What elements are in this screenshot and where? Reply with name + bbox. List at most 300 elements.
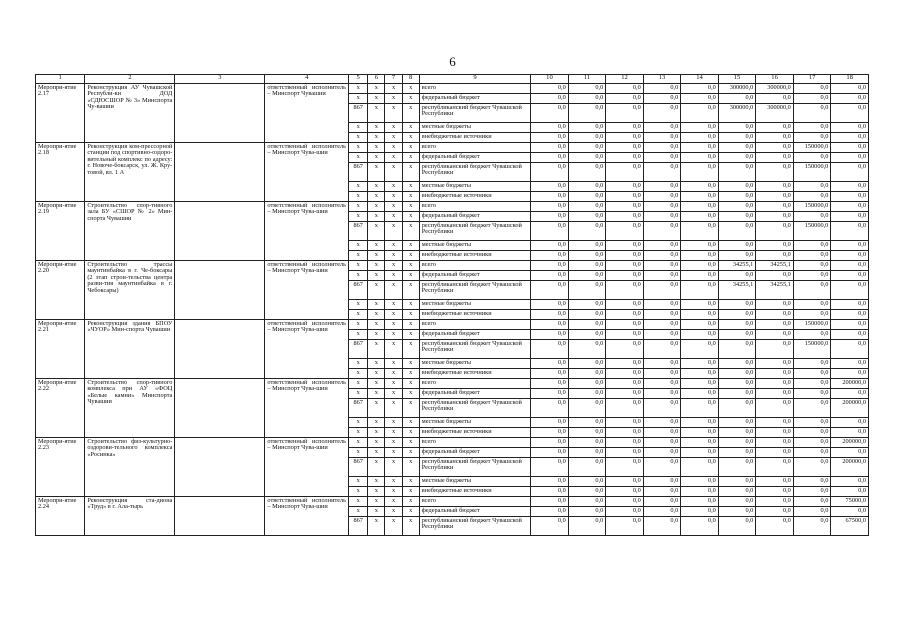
value-cell: 34255,1 (718, 261, 756, 271)
code-cell: х (368, 222, 385, 241)
value-cell: 0,0 (568, 84, 606, 94)
funding-source: республиканский бюджет Чувашской Республики (419, 163, 530, 182)
value-cell: 0,0 (831, 271, 869, 281)
table-row (36, 261, 869, 271)
funding-source: внебюджетные источники (419, 369, 530, 379)
code-cell: х (349, 507, 368, 517)
value-cell: 0,0 (606, 281, 644, 300)
value-cell: 0,0 (756, 379, 794, 389)
value-cell: 0,0 (793, 497, 831, 507)
value-cell: 0,0 (831, 163, 869, 182)
value-cell: 0,0 (718, 300, 756, 310)
value-cell: 0,0 (756, 438, 794, 448)
value-cell: 0,0 (831, 104, 869, 123)
value-cell: 0,0 (793, 261, 831, 271)
value-cell: 0,0 (831, 418, 869, 428)
value-cell: 0,0 (718, 212, 756, 222)
code-cell: х (349, 418, 368, 428)
value-cell: 0,0 (681, 241, 719, 251)
value-cell: 0,0 (681, 330, 719, 340)
value-cell: 0,0 (681, 163, 719, 182)
value-cell: 0,0 (568, 389, 606, 399)
measure-executor: ответственный исполнитель – Минспорт Чува-шии (265, 143, 349, 202)
value-cell: 0,0 (643, 477, 681, 487)
value-cell: 0,0 (606, 389, 644, 399)
code-cell: х (349, 143, 368, 153)
value-cell: 0,0 (531, 84, 569, 94)
value-cell: 0,0 (606, 359, 644, 369)
value-cell: 0,0 (793, 438, 831, 448)
code-cell: х (368, 438, 385, 448)
value-cell: 0,0 (681, 281, 719, 300)
funding-source: местные бюджеты (419, 182, 530, 192)
measure-executor: ответственный исполнитель – Минспорт Чувашии (265, 84, 349, 143)
code-cell: х (402, 330, 419, 340)
measure-name: Строительство трассы маунтинбайка в г. Че-боксары (2 этап строи-тельства центра разви-тия маунтинбайка в г. Чебоксары) (85, 261, 175, 320)
funding-source: республиканский бюджет Чувашской Республики (419, 399, 530, 418)
value-cell: 0,0 (643, 182, 681, 192)
value-cell: 0,0 (568, 104, 606, 123)
code-cell: х (385, 389, 402, 399)
code-cell: х (368, 241, 385, 251)
value-cell: 0,0 (681, 192, 719, 202)
value-cell: 0,0 (568, 418, 606, 428)
header-cell: 16 (756, 75, 794, 84)
value-cell: 0,0 (643, 143, 681, 153)
code-cell: х (349, 497, 368, 507)
code-cell: х (385, 438, 402, 448)
value-cell: 0,0 (718, 487, 756, 497)
code-cell: х (402, 389, 419, 399)
value-cell: 0,0 (531, 300, 569, 310)
value-cell: 0,0 (568, 212, 606, 222)
code-cell: х (385, 123, 402, 133)
funding-source: внебюджетные источники (419, 310, 530, 320)
value-cell: 0,0 (606, 84, 644, 94)
value-cell: 0,0 (718, 517, 756, 536)
value-cell: 0,0 (831, 261, 869, 271)
code-cell: х (368, 310, 385, 320)
code-cell: 867 (349, 458, 368, 477)
value-cell: 0,0 (831, 143, 869, 153)
value-cell: 0,0 (531, 418, 569, 428)
value-cell: 0,0 (531, 271, 569, 281)
code-cell: х (368, 340, 385, 359)
value-cell: 0,0 (643, 261, 681, 271)
funding-source: всего (419, 202, 530, 212)
code-cell: х (402, 123, 419, 133)
value-cell: 0,0 (831, 182, 869, 192)
code-cell: х (349, 192, 368, 202)
value-cell: 0,0 (681, 359, 719, 369)
value-cell: 0,0 (531, 330, 569, 340)
code-cell: х (385, 94, 402, 104)
measure-col3 (175, 143, 265, 202)
value-cell: 0,0 (606, 163, 644, 182)
value-cell: 0,0 (606, 369, 644, 379)
value-cell: 0,0 (681, 182, 719, 192)
code-cell: х (402, 418, 419, 428)
measure-col3 (175, 497, 265, 536)
header-cell: 18 (831, 75, 869, 84)
value-cell: 0,0 (531, 192, 569, 202)
value-cell: 0,0 (831, 202, 869, 212)
value-cell: 0,0 (531, 310, 569, 320)
value-cell: 150000,0 (793, 222, 831, 241)
value-cell: 0,0 (793, 182, 831, 192)
code-cell: х (368, 369, 385, 379)
value-cell: 0,0 (793, 192, 831, 202)
value-cell: 0,0 (718, 438, 756, 448)
code-cell: х (402, 517, 419, 536)
value-cell: 0,0 (568, 320, 606, 330)
value-cell: 0,0 (606, 222, 644, 241)
code-cell: х (349, 202, 368, 212)
code-cell: х (368, 163, 385, 182)
value-cell: 0,0 (793, 94, 831, 104)
code-cell: 867 (349, 340, 368, 359)
value-cell: 0,0 (643, 487, 681, 497)
code-cell: 867 (349, 163, 368, 182)
value-cell: 0,0 (643, 389, 681, 399)
value-cell: 0,0 (681, 477, 719, 487)
code-cell: х (385, 182, 402, 192)
value-cell: 0,0 (681, 448, 719, 458)
code-cell: х (385, 251, 402, 261)
code-cell: х (402, 104, 419, 123)
value-cell: 0,0 (606, 507, 644, 517)
code-cell: х (402, 281, 419, 300)
code-cell: х (385, 428, 402, 438)
funding-source: республиканский бюджет Чувашской Республики (419, 517, 530, 536)
header-cell: 10 (531, 75, 569, 84)
code-cell: х (368, 261, 385, 271)
value-cell: 0,0 (681, 438, 719, 448)
code-cell: х (402, 143, 419, 153)
value-cell: 0,0 (681, 399, 719, 418)
value-cell: 0,0 (568, 192, 606, 202)
value-cell: 0,0 (718, 153, 756, 163)
value-cell: 0,0 (643, 281, 681, 300)
code-cell: х (349, 182, 368, 192)
code-cell: х (402, 477, 419, 487)
value-cell: 0,0 (643, 84, 681, 94)
value-cell: 0,0 (568, 310, 606, 320)
value-cell: 0,0 (531, 399, 569, 418)
header-cell: 11 (568, 75, 606, 84)
code-cell: х (402, 310, 419, 320)
funding-source: федеральный бюджет (419, 507, 530, 517)
code-cell: х (349, 123, 368, 133)
code-cell: х (349, 212, 368, 222)
value-cell: 0,0 (531, 340, 569, 359)
value-cell: 0,0 (568, 133, 606, 143)
code-cell: х (385, 84, 402, 94)
code-cell: х (385, 517, 402, 536)
value-cell: 0,0 (606, 212, 644, 222)
value-cell: 0,0 (643, 359, 681, 369)
value-cell: 0,0 (831, 369, 869, 379)
funding-source: всего (419, 438, 530, 448)
value-cell: 0,0 (718, 320, 756, 330)
value-cell: 0,0 (531, 143, 569, 153)
value-cell: 150000,0 (793, 340, 831, 359)
funding-source: федеральный бюджет (419, 389, 530, 399)
code-cell: х (385, 448, 402, 458)
value-cell: 0,0 (793, 281, 831, 300)
code-cell: х (349, 271, 368, 281)
measure-label: Меропри-ятие 2.24 (36, 497, 85, 536)
value-cell: 0,0 (718, 379, 756, 389)
value-cell: 0,0 (568, 399, 606, 418)
header-cell: 5 (349, 75, 368, 84)
value-cell: 0,0 (831, 340, 869, 359)
value-cell: 0,0 (606, 192, 644, 202)
code-cell: х (402, 399, 419, 418)
value-cell: 0,0 (718, 251, 756, 261)
value-cell: 150000,0 (793, 202, 831, 212)
code-cell: х (402, 153, 419, 163)
code-cell: х (402, 340, 419, 359)
header-cell: 17 (793, 75, 831, 84)
value-cell: 0,0 (681, 379, 719, 389)
value-cell: 0,0 (531, 389, 569, 399)
value-cell: 0,0 (831, 300, 869, 310)
value-cell: 0,0 (831, 359, 869, 369)
value-cell: 0,0 (793, 133, 831, 143)
code-cell: х (368, 379, 385, 389)
code-cell: х (368, 359, 385, 369)
value-cell: 0,0 (681, 104, 719, 123)
header-cell: 15 (718, 75, 756, 84)
value-cell: 0,0 (643, 438, 681, 448)
code-cell: 867 (349, 517, 368, 536)
value-cell: 0,0 (606, 330, 644, 340)
value-cell: 0,0 (643, 428, 681, 438)
table-row (36, 438, 869, 448)
value-cell: 0,0 (606, 477, 644, 487)
value-cell: 0,0 (718, 133, 756, 143)
value-cell: 0,0 (756, 330, 794, 340)
value-cell: 0,0 (793, 153, 831, 163)
value-cell: 0,0 (606, 428, 644, 438)
funding-source: республиканский бюджет Чувашской Республики (419, 340, 530, 359)
header-cell: 14 (681, 75, 719, 84)
value-cell: 0,0 (531, 202, 569, 212)
code-cell: х (368, 104, 385, 123)
funding-source: федеральный бюджет (419, 153, 530, 163)
header-cell: 1 (36, 75, 85, 84)
value-cell: 0,0 (756, 123, 794, 133)
value-cell: 0,0 (793, 517, 831, 536)
code-cell: х (349, 369, 368, 379)
measure-executor: ответственный исполнитель – Минспорт Чува-шии (265, 202, 349, 261)
code-cell: х (402, 271, 419, 281)
funding-source: внебюджетные источники (419, 133, 530, 143)
header-cell: 3 (175, 75, 265, 84)
measure-executor: ответственный исполнитель – Минспорт Чува-шии (265, 497, 349, 536)
value-cell: 0,0 (643, 310, 681, 320)
value-cell: 0,0 (643, 123, 681, 133)
code-cell: х (368, 300, 385, 310)
value-cell: 0,0 (643, 517, 681, 536)
code-cell: х (349, 261, 368, 271)
value-cell: 0,0 (756, 133, 794, 143)
value-cell: 0,0 (531, 153, 569, 163)
value-cell: 0,0 (831, 448, 869, 458)
value-cell: 0,0 (681, 497, 719, 507)
value-cell: 0,0 (793, 330, 831, 340)
code-cell: х (385, 133, 402, 143)
value-cell: 0,0 (681, 487, 719, 497)
value-cell: 0,0 (756, 340, 794, 359)
funding-source: федеральный бюджет (419, 212, 530, 222)
value-cell: 0,0 (831, 212, 869, 222)
value-cell: 0,0 (681, 271, 719, 281)
value-cell: 0,0 (531, 222, 569, 241)
value-cell: 0,0 (643, 94, 681, 104)
code-cell: х (368, 330, 385, 340)
code-cell: х (368, 123, 385, 133)
funding-source: местные бюджеты (419, 359, 530, 369)
code-cell: х (368, 192, 385, 202)
code-cell: 867 (349, 222, 368, 241)
code-cell: х (368, 84, 385, 94)
code-cell: х (385, 320, 402, 330)
code-cell: х (402, 320, 419, 330)
funding-source: федеральный бюджет (419, 448, 530, 458)
value-cell: 0,0 (531, 497, 569, 507)
value-cell: 0,0 (718, 310, 756, 320)
code-cell: 867 (349, 104, 368, 123)
funding-source: местные бюджеты (419, 300, 530, 310)
code-cell: х (368, 143, 385, 153)
value-cell: 0,0 (718, 448, 756, 458)
code-cell: х (402, 497, 419, 507)
measure-label: Меропри-ятие 2.21 (36, 320, 85, 379)
value-cell: 0,0 (568, 448, 606, 458)
table-row (36, 320, 869, 330)
value-cell: 0,0 (756, 241, 794, 251)
value-cell: 75000,0 (831, 497, 869, 507)
value-cell: 0,0 (793, 84, 831, 94)
value-cell: 0,0 (606, 123, 644, 133)
measure-label: Меропри-ятие 2.23 (36, 438, 85, 497)
measure-name: Реконструкция ком-прессорной станции под спортивно-оздоро-вительный комплекс по адресу: г. Новоче-боксарск, ул. Ж. Кру-товой, вл. 1 А (85, 143, 175, 202)
funding-source: всего (419, 379, 530, 389)
value-cell: 0,0 (606, 497, 644, 507)
value-cell: 0,0 (606, 458, 644, 477)
header-cell: 7 (385, 75, 402, 84)
header-row (36, 75, 869, 84)
code-cell: х (349, 133, 368, 143)
code-cell: х (349, 448, 368, 458)
code-cell: х (385, 399, 402, 418)
value-cell: 0,0 (643, 192, 681, 202)
value-cell: 0,0 (681, 212, 719, 222)
value-cell: 0,0 (606, 182, 644, 192)
value-cell: 0,0 (643, 222, 681, 241)
funding-source: местные бюджеты (419, 418, 530, 428)
code-cell: х (349, 330, 368, 340)
funding-source: всего (419, 261, 530, 271)
code-cell: х (402, 251, 419, 261)
value-cell: 0,0 (568, 379, 606, 389)
value-cell: 0,0 (756, 143, 794, 153)
measure-label: Меропри-ятие 2.19 (36, 202, 85, 261)
measure-col3 (175, 438, 265, 497)
code-cell: х (402, 192, 419, 202)
value-cell: 0,0 (606, 517, 644, 536)
code-cell: х (368, 487, 385, 497)
table-row (36, 143, 869, 153)
code-cell: х (349, 94, 368, 104)
value-cell: 0,0 (681, 340, 719, 359)
value-cell: 0,0 (793, 359, 831, 369)
value-cell: 0,0 (831, 133, 869, 143)
table-row (36, 379, 869, 389)
value-cell: 300000,0 (756, 104, 794, 123)
value-cell: 0,0 (756, 300, 794, 310)
value-cell: 0,0 (643, 241, 681, 251)
code-cell: х (368, 477, 385, 487)
value-cell: 0,0 (793, 379, 831, 389)
value-cell: 0,0 (681, 153, 719, 163)
code-cell: х (349, 153, 368, 163)
code-cell: х (349, 438, 368, 448)
value-cell: 0,0 (718, 477, 756, 487)
value-cell: 0,0 (606, 300, 644, 310)
value-cell: 0,0 (718, 143, 756, 153)
funding-source: внебюджетные источники (419, 192, 530, 202)
value-cell: 0,0 (606, 94, 644, 104)
code-cell: х (368, 251, 385, 261)
value-cell: 0,0 (756, 163, 794, 182)
value-cell: 0,0 (643, 212, 681, 222)
measure-name: Реконструкция АУ Чувашской Республи-ки ДОД «СДЮСШОР № 3» Минспорта Чу-вашии (85, 84, 175, 143)
value-cell: 0,0 (606, 340, 644, 359)
code-cell: х (402, 448, 419, 458)
value-cell: 0,0 (831, 428, 869, 438)
code-cell: х (385, 379, 402, 389)
code-cell: х (368, 202, 385, 212)
value-cell: 0,0 (643, 507, 681, 517)
code-cell: х (368, 448, 385, 458)
code-cell: х (385, 153, 402, 163)
code-cell: х (385, 330, 402, 340)
measure-label: Меропри-ятие 2.22 (36, 379, 85, 438)
value-cell: 0,0 (531, 251, 569, 261)
header-cell: 4 (265, 75, 349, 84)
value-cell: 0,0 (756, 94, 794, 104)
value-cell: 0,0 (606, 438, 644, 448)
value-cell: 0,0 (831, 320, 869, 330)
code-cell: х (402, 487, 419, 497)
value-cell: 0,0 (831, 330, 869, 340)
value-cell: 0,0 (756, 212, 794, 222)
value-cell: 0,0 (793, 477, 831, 487)
value-cell: 0,0 (681, 143, 719, 153)
page-number: 6 (449, 54, 456, 69)
value-cell: 150000,0 (793, 143, 831, 153)
value-cell: 0,0 (568, 222, 606, 241)
header-cell: 2 (85, 75, 175, 84)
value-cell: 0,0 (568, 517, 606, 536)
code-cell: х (402, 202, 419, 212)
value-cell: 0,0 (568, 497, 606, 507)
code-cell: х (402, 212, 419, 222)
code-cell: х (402, 182, 419, 192)
